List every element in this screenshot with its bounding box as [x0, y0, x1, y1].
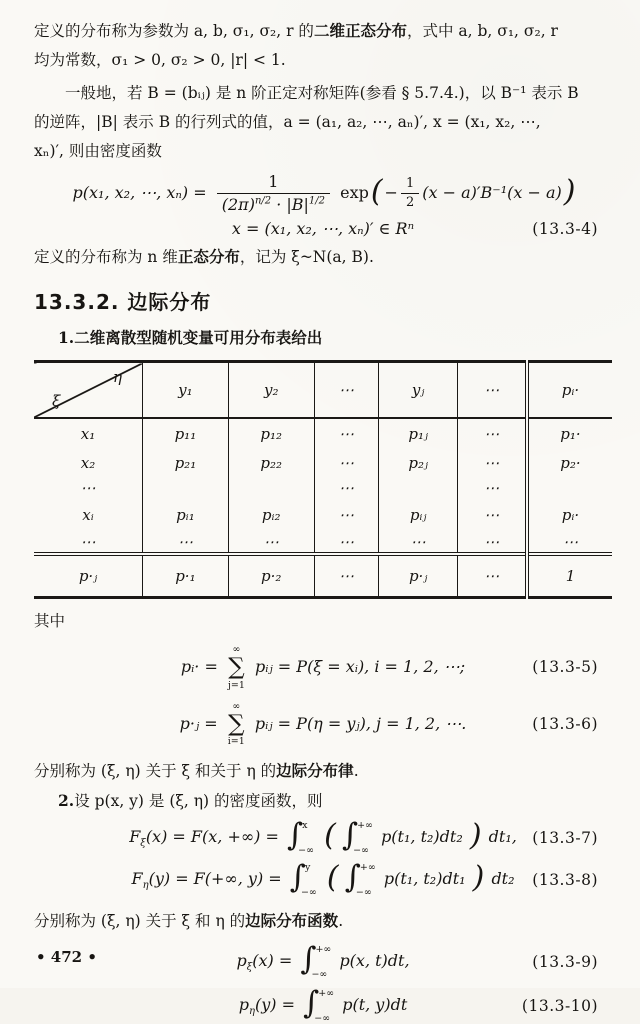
qizhong-label: 其中: [34, 612, 66, 630]
table-cell: ⋯: [80, 532, 96, 551]
table-cell: pᵢ₁: [143, 498, 229, 531]
table-cell: p·ⱼ: [379, 554, 458, 598]
sentence-n-dim-normal: [34, 242, 612, 272]
item-number: 1.: [58, 328, 75, 347]
formula-13-3-9: [34, 940, 612, 980]
right-paren: ): [563, 174, 576, 209]
item-text: 设 p(x, y) 是 (ξ, η) 的密度函数，则: [74, 791, 323, 810]
formula-13-3-6: [34, 701, 612, 748]
table-cell: [379, 477, 458, 498]
quadratic-form: (x − a)′B⁻¹(x − a): [422, 183, 562, 202]
equation-tag: (13.3-6): [532, 715, 598, 734]
table-cell: ⋯: [314, 498, 378, 531]
body-text: 分别称为 (ξ, η) 关于 ξ 和 η 的: [34, 911, 246, 930]
table-cell: ⋯: [458, 418, 527, 448]
table-cell: p·ⱼ: [34, 554, 143, 598]
formula-13-3-10: [34, 984, 612, 1024]
list-item-2: [58, 788, 612, 814]
table-row: [34, 531, 612, 554]
paragraph-line: [34, 16, 612, 46]
math-lhs: $F_\xi(x) = F(x$, +∞) =: [129, 827, 279, 850]
table-cell: ⋯: [527, 531, 612, 554]
column-header: y₁: [143, 362, 229, 419]
integral-operator: ∫ +∞ −∞: [344, 858, 376, 898]
math-lhs: $p_\eta(y)$ =: [238, 995, 295, 1018]
integrand: p(t₁, t₂)dt₂: [381, 827, 463, 847]
table-cell: p₂·: [527, 448, 612, 477]
table-cell: pᵢ·: [527, 498, 612, 531]
formula-density-line1: [34, 172, 612, 215]
exp-operator: exp: [340, 183, 369, 202]
table-cell: ⋯: [458, 498, 527, 531]
list-item-1: [58, 325, 612, 351]
body-text: 定义的分布称为参数为 a, b, σ₁, σ₂, r 的: [34, 22, 314, 40]
table-cell: xᵢ: [82, 505, 94, 524]
table-cell: ⋯: [228, 531, 314, 554]
body-text: 分别称为 (ξ, η) 关于 ξ 和关于 η 的: [34, 761, 277, 780]
table-cell: p₂₁: [143, 448, 229, 477]
sum-operator: ∞ ∑ j=1: [227, 644, 245, 691]
column-header: y₂: [228, 362, 314, 419]
table-cell: ⋯: [143, 531, 229, 554]
item-text: 二维离散型随机变量可用分布表给出: [74, 328, 323, 347]
paragraph-general-matrix: [34, 79, 612, 166]
integral-operator: ∫ x −∞: [287, 816, 315, 856]
column-header: ⋯: [458, 362, 527, 419]
table-cell: p₁·: [527, 418, 612, 448]
table-cell: ⋯: [458, 477, 527, 498]
right-paren: ): [472, 860, 485, 896]
math-tail: dt₂: [491, 869, 515, 889]
body-text: .: [338, 911, 344, 930]
item-number: 2.: [58, 790, 75, 810]
equation-tag: (13.3-4): [532, 219, 598, 238]
sum-operator: ∞ ∑ i=1: [227, 700, 245, 748]
formula-13-3-4: [34, 172, 612, 238]
table-cell: x₂: [80, 453, 96, 472]
left-paren: (: [324, 818, 336, 854]
equation-tag: (13.3-8): [532, 870, 598, 889]
corner-xi-label: ξ: [52, 392, 61, 410]
table-row: [34, 418, 612, 448]
math-rhs: pᵢⱼ = P(η = yⱼ), j = 1, 2, ⋯.: [254, 713, 467, 733]
term-bivariate-normal: 二维正态分布: [313, 21, 407, 40]
table-row: [34, 448, 612, 477]
joint-distribution-table: [34, 360, 612, 599]
equation-tag: (13.3-5): [532, 658, 598, 677]
body-text: ，式中 a, b, σ₁, σ₂, r: [406, 22, 558, 40]
paragraph-line: 均为常数，σ₁ > 0, σ₂ > 0, |r| < 1.: [34, 51, 286, 69]
math-tail: dt₁,: [488, 827, 517, 847]
equation-tag: (13.3-10): [521, 996, 598, 1015]
table-cell: ⋯: [458, 531, 527, 554]
body-text: 定义的分布称为 n 维: [34, 248, 178, 266]
formula-density-line2: [34, 219, 612, 238]
formula-13-3-5: [34, 644, 612, 691]
table-cell: [527, 477, 612, 498]
table-cell: ⋯: [314, 448, 378, 477]
right-paren: ): [469, 818, 482, 854]
table-cell: ⋯: [314, 477, 378, 498]
one-half-fraction: $\frac{1}{2}$: [401, 176, 419, 212]
paragraph-line: xₙ)′, 则由密度函数: [34, 142, 162, 160]
term-marginal-cdf: 边际分布函数: [245, 910, 339, 930]
math-lhs: $F_\eta(y) = F(+\infty$, y) =: [131, 869, 282, 892]
table-header-row: [34, 362, 612, 419]
fraction-numerator: 1: [217, 172, 330, 194]
table-corner-cell: [34, 362, 143, 419]
page-number: • 472 •: [36, 948, 97, 966]
sentence-marginal-cdf: [34, 906, 612, 936]
vector-domain: x = (x₁, x₂, ⋯, xₙ)′ ∈ Rⁿ: [231, 219, 415, 238]
table-cell: p₁ⱼ: [379, 418, 458, 448]
minus-sign: −: [384, 183, 398, 202]
math-rhs: p(x, t)dt,: [339, 951, 410, 971]
equation-tag: (13.3-9): [532, 952, 598, 971]
formula-13-3-7: [34, 816, 612, 856]
fraction-denominator: $(2\pi)^{n/2} \cdot |B|^{1/2}$: [221, 195, 325, 214]
table-cell: ⋯: [314, 554, 378, 598]
table-cell: x₁: [80, 424, 96, 443]
integrand: p(t₁, t₂)dt₁: [383, 869, 466, 889]
column-header-marginal: pᵢ·: [527, 362, 612, 419]
table-cell: [228, 477, 314, 498]
math-rhs: pᵢⱼ = P(ξ = xᵢ), i = 1, 2, ⋯;: [255, 656, 466, 676]
table-cell: 1: [527, 554, 612, 598]
formula-13-3-8: [34, 858, 612, 898]
table-cell: ⋯: [458, 448, 527, 477]
math-lhs: pᵢ· =: [180, 656, 218, 676]
table-cell: ⋯: [379, 531, 458, 554]
sentence-marginal-law: [34, 756, 612, 786]
table-row: [34, 498, 612, 531]
table-cell: ⋯: [314, 418, 378, 448]
table-cell: pᵢⱼ: [379, 498, 458, 531]
table-marginal-row: [34, 554, 612, 598]
section-heading: 13.3.2. 边际分布: [34, 290, 212, 314]
table-cell: [143, 477, 229, 498]
math-lhs: p(x₁, x₂, ⋯, xₙ) =: [72, 183, 207, 202]
table-cell: p₂₂: [228, 448, 314, 477]
table-cell: p₁₂: [228, 418, 314, 448]
integral-operator: ∫ +∞ −∞: [341, 816, 373, 856]
body-text: ，记为 ξ~N(a, B).: [239, 248, 374, 266]
table-cell: ⋯: [458, 554, 527, 598]
table-cell: p·₁: [143, 554, 229, 598]
table-cell: p₁₁: [143, 418, 229, 448]
table-row: [34, 477, 612, 498]
corner-eta-label: η: [113, 368, 122, 386]
math-lhs: p·ⱼ =: [179, 713, 218, 733]
table-cell: ⋯: [80, 478, 96, 497]
table-cell: ⋯: [314, 531, 378, 554]
fraction: [217, 172, 330, 215]
table-cell: p·₂: [228, 554, 314, 598]
term-n-dim-normal: 正态分布: [177, 247, 240, 266]
paragraph-bivariate-normal: [34, 16, 612, 75]
left-paren: (: [326, 860, 339, 896]
column-header: yⱼ: [379, 362, 458, 419]
integral-operator: ∫ y −∞: [289, 858, 317, 898]
math-lhs: $p_\xi(x)$ =: [236, 951, 293, 974]
math-rhs: p(t, y)dt: [342, 995, 408, 1015]
left-paren: (: [370, 174, 383, 209]
equation-tag: (13.3-7): [532, 828, 598, 847]
paragraph-line: 的逆阵，|B| 表示 B 的行列式的值，a = (a₁, a₂, ⋯, aₙ)′, x = (x₁, x₂, ⋯,: [34, 113, 541, 131]
integral-operator: ∫ +∞ −∞: [303, 984, 335, 1024]
table-cell: p₂ⱼ: [379, 448, 458, 477]
table-cell: pᵢ₂: [228, 498, 314, 531]
body-text: .: [353, 761, 359, 780]
term-marginal-law: 边际分布律: [276, 760, 354, 780]
integral-operator: ∫ +∞ −∞: [300, 940, 332, 980]
column-header: ⋯: [314, 362, 378, 419]
paragraph-line: 一般地，若 B = (bᵢⱼ) 是 n 阶正定对称矩阵(参看 § 5.7.4.)，以 B⁻¹ 表示 B: [65, 84, 579, 102]
